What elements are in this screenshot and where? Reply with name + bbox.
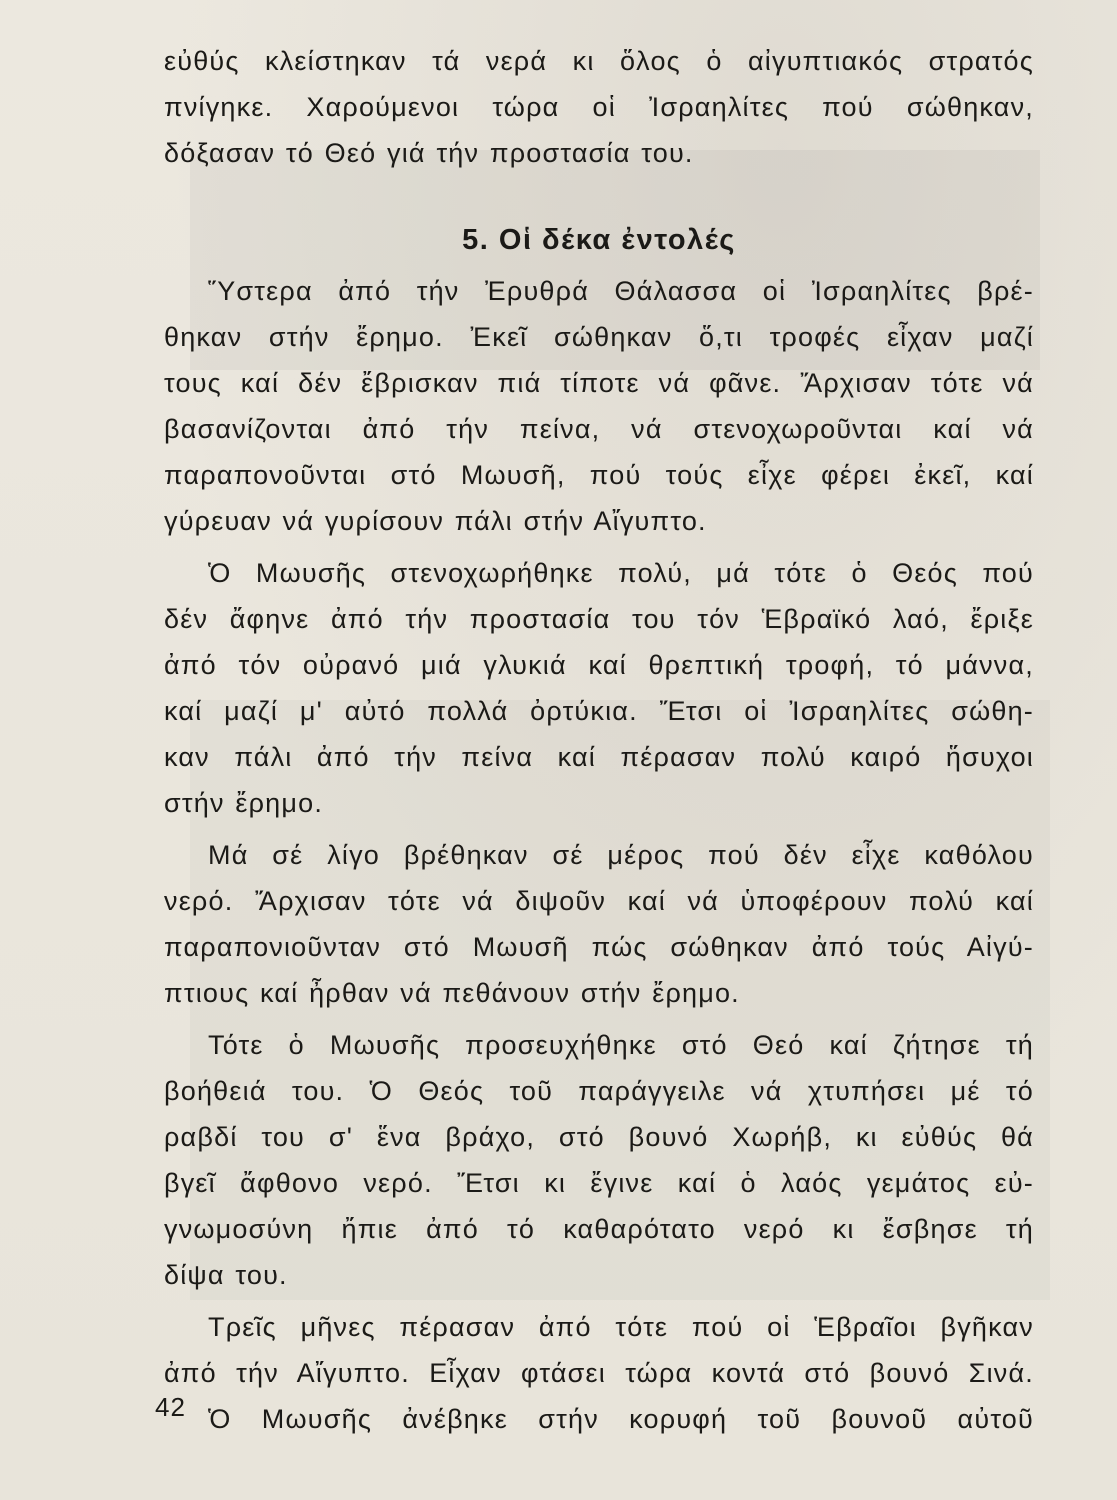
text-line: παραπονιοῦνταν στό Μωυσῆ πώς σώθηκαν ἀπό τούς Αἰγύ- (164, 932, 1034, 962)
text-line: Τότε ὁ Μωυσῆς προσευχήθηκε στό Θεό καί ζήτησε τή (208, 1030, 1034, 1060)
text-line: τους καί δέν ἔβρισκαν πιά τίποτε νά φᾶνε. Ἄρχισαν τότε νά (164, 368, 1034, 398)
text-line: ἀπό τήν Αἴγυπτο. Εἶχαν φτάσει τώρα κοντά στό βουνό Σινά. (164, 1358, 1034, 1388)
text-line: ραβδί του σ' ἕνα βράχο, στό βουνό Χωρήβ, κι εὐθύς θά (164, 1122, 1034, 1152)
text-line: ἀπό τόν οὐρανό μιά γλυκιά καί θρεπτική τροφή, τό μάννα, (164, 650, 1034, 680)
text-line: Τρεῖς μῆνες πέρασαν ἀπό τότε πού οἱ Ἑβραῖοι βγῆκαν (208, 1312, 1034, 1342)
paragraph (164, 1396, 1034, 1442)
text-line: εὐθύς κλείστηκαν τά νερά κι ὅλος ὁ αἰγυπτιακός στρατός (164, 46, 1034, 76)
text-line: Ὕστερα ἀπό τήν Ἐρυθρά Θάλασσα οἱ Ἰσραηλίτες βρέ- (208, 276, 1034, 306)
text-line: γύρευαν νά γυρίσουν πάλι στήν Αἴγυπτο. (164, 506, 707, 536)
text-line: Μά σέ λίγο βρέθηκαν σέ μέρος πού δέν εἶχε καθόλου (208, 840, 1034, 870)
text-line: πνίγηκε. Χαρούμενοι τώρα οἱ Ἰσραηλίτες πού σώθηκαν, (164, 92, 1034, 122)
paragraph (164, 1304, 1034, 1396)
text-line: στήν ἔρημο. (164, 788, 324, 818)
page-number: 42 (155, 1392, 186, 1422)
text-line: βοήθειά του. Ὁ Θεός τοῦ παράγγειλε νά χτυπήσει μέ τό (164, 1076, 1034, 1106)
text-line: βασανίζονται ἀπό τήν πείνα, νά στενοχωροῦνται καί νά (164, 414, 1034, 444)
text-line: δίψα του. (164, 1260, 288, 1290)
text-line: δέν ἄφηνε ἀπό τήν προστασία του τόν Ἑβραϊκό λαό, ἔριξε (164, 604, 1034, 634)
paragraph (164, 268, 1034, 544)
text-line: βγεῖ ἄφθονο νερό. Ἔτσι κι ἔγινε καί ὁ λαός γεμάτος εὐ- (164, 1168, 1034, 1198)
text-line: καί μαζί μ' αὐτό πολλά ὀρτύκια. Ἔτσι οἱ Ἰσραηλίτες σώθη- (164, 696, 1034, 726)
paragraph (164, 1022, 1034, 1298)
text-line: Ὁ Μωυσῆς στενοχωρήθηκε πολύ, μά τότε ὁ Θεός πού (208, 558, 1034, 588)
paragraph (164, 550, 1034, 826)
section-heading: 5. Οἱ δέκα ἐντολές (462, 224, 736, 256)
text-block (164, 38, 1034, 1442)
text-line: γνωμοσύνη ἤπιε ἀπό τό καθαρότατο νερό κι ἔσβησε τή (164, 1214, 1034, 1244)
paragraph (164, 832, 1034, 1016)
text-line: παραπονοῦνται στό Μωυσῆ, πού τούς εἶχε φέρει ἐκεῖ, καί (164, 460, 1034, 490)
text-line: Ὁ Μωυσῆς ἀνέβηκε στήν κορυφή τοῦ βουνοῦ αὐτοῦ (208, 1404, 1034, 1434)
text-line: πτιους καί ἦρθαν νά πεθάνουν στήν ἔρημο. (164, 978, 740, 1008)
text-line: νερό. Ἄρχισαν τότε νά διψοῦν καί νά ὑποφέρουν πολύ καί (164, 886, 1034, 916)
text-line: καν πάλι ἀπό τήν πείνα καί πέρασαν πολύ καιρό ἥσυχοι (164, 742, 1034, 772)
text-line: δόξασαν τό Θεό γιά τήν προστασία του. (164, 138, 694, 168)
text-line: θηκαν στήν ἔρημο. Ἐκεῖ σώθηκαν ὅ,τι τροφές εἶχαν μαζί (164, 322, 1034, 352)
